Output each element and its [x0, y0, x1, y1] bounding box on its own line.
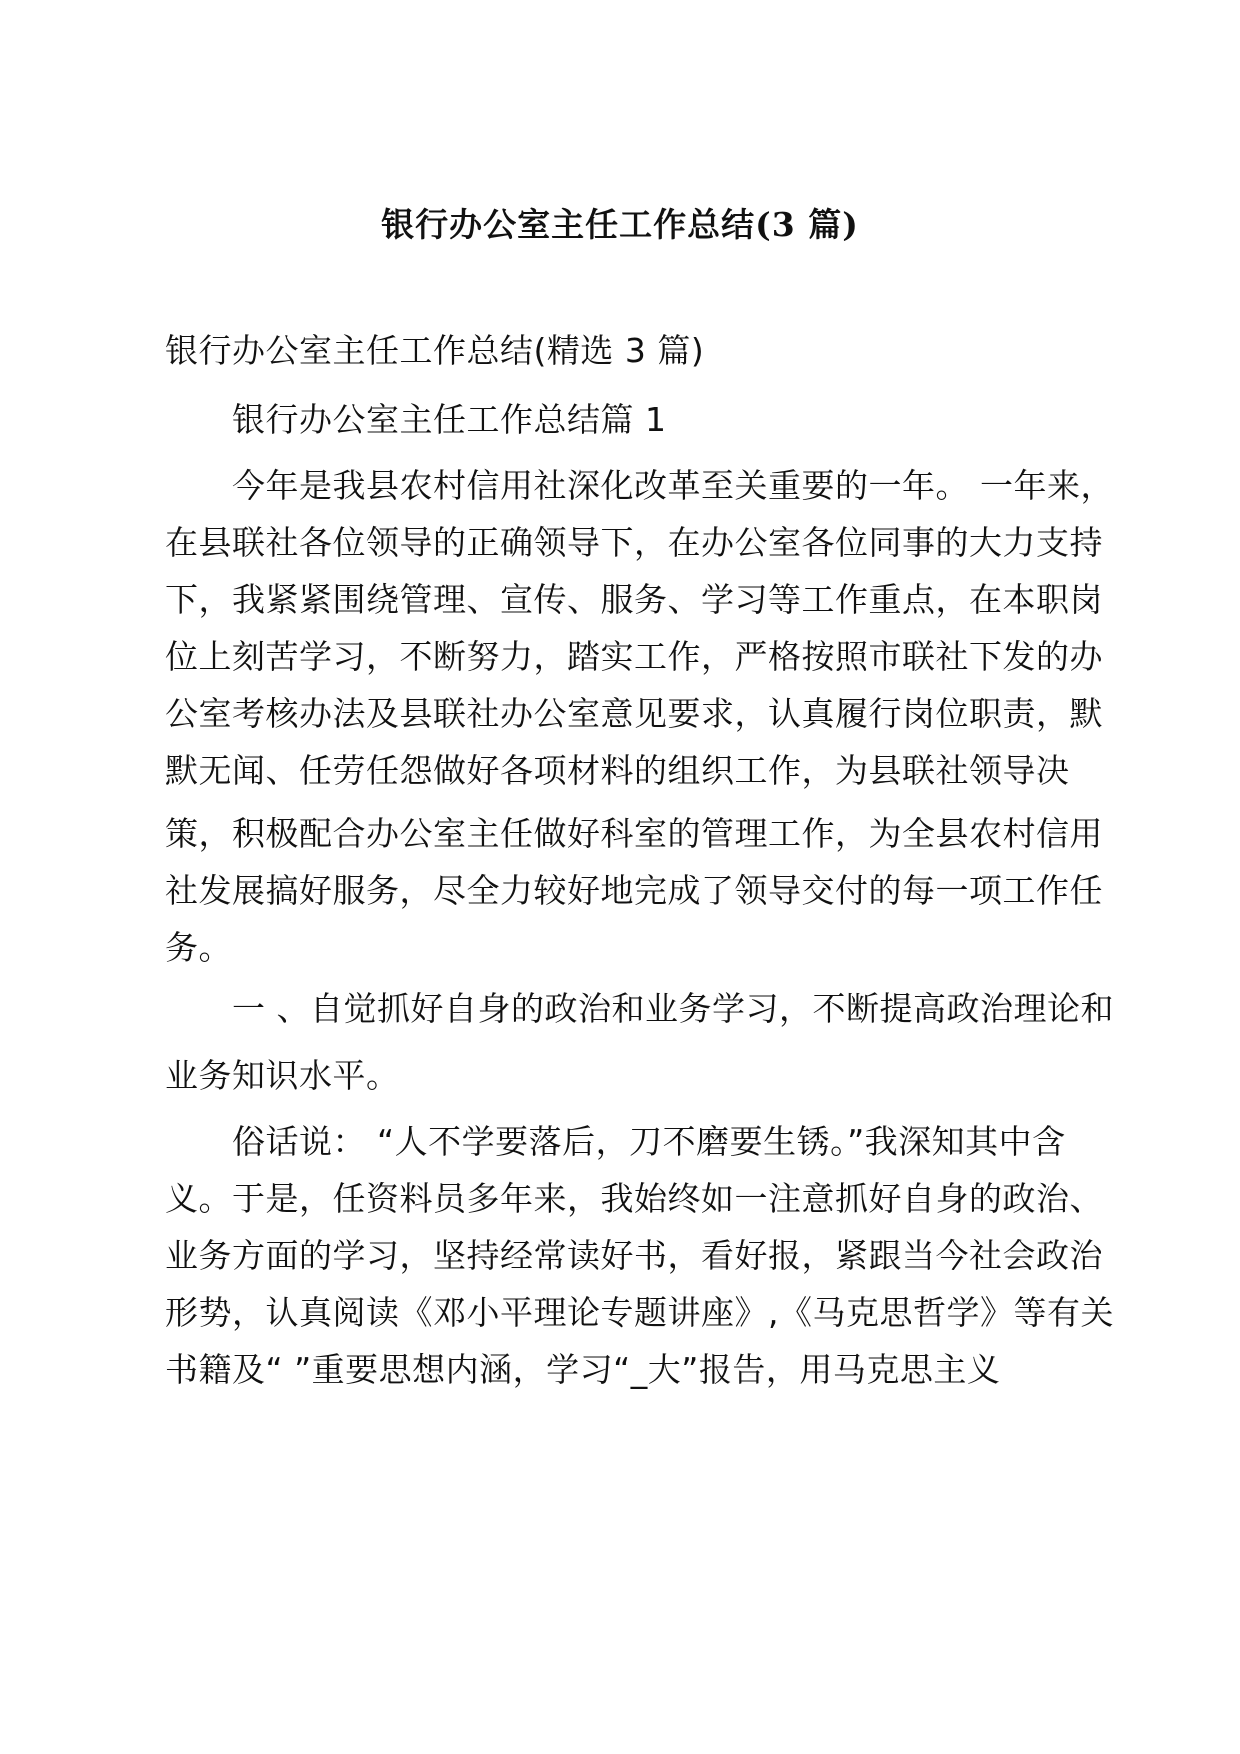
paragraph-line: 策，积极配合办公室主任做好科室的管理工作，为全县农村信用 [165, 814, 1103, 853]
heading-line: 一 、自觉抓好自身的政治和业务学习，不断提高政治理论和 [232, 989, 1114, 1028]
paragraph-line: 社发展搞好服务，尽全力较好地完成了领导交付的每一项工作任 [165, 871, 1103, 910]
paragraph-line: 今年是我县农村信用社深化改革至关重要的一年。 一年来， [232, 466, 1114, 505]
paragraph-line: 默无闻、任劳任怨做好各项材料的组织工作，为县联社领导决 [165, 751, 1070, 790]
paragraph-line: 在县联社各位领导的正确领导下，在办公室各位同事的大力支持 [165, 523, 1103, 562]
heading-line: 业务知识水平。 [165, 1056, 400, 1095]
paragraph-line: 义。于是，任资料员多年来，我始终如一注意抓好自身的政治、 [165, 1179, 1103, 1218]
paragraph-line: 公室考核办法及县联社办公室意见要求，认真履行岗位职责，默 [165, 694, 1103, 733]
document-title: 银行办公室主任工作总结(3 篇) [381, 205, 859, 244]
paragraph-line: 业务方面的学习，坚持经常读好书，看好报，紧跟当今社会政治 [165, 1236, 1103, 1275]
paragraph-line: 位上刻苦学习，不断努力，踏实工作，严格按照市联社下发的办 [165, 637, 1103, 676]
paragraph-line: 务。 [165, 928, 232, 967]
paragraph-line: 书籍及“ ”重要思想内涵，学习“_大”报告，用马克思主义 [165, 1350, 1001, 1389]
document-subtitle: 银行办公室主任工作总结(精选 3 篇) [165, 331, 705, 370]
paragraph-line: 俗话说： “人不学要落后，刀不磨要生锈。”我深知其中含 [232, 1122, 1066, 1161]
section-heading: 银行办公室主任工作总结篇 1 [232, 400, 667, 439]
paragraph-line: 形势，认真阅读《邓小平理论专题讲座》,《马克思哲学》等有关 [165, 1293, 1114, 1332]
paragraph-line: 下，我紧紧围绕管理、宣传、服务、学习等工作重点，在本职岗 [165, 580, 1103, 619]
